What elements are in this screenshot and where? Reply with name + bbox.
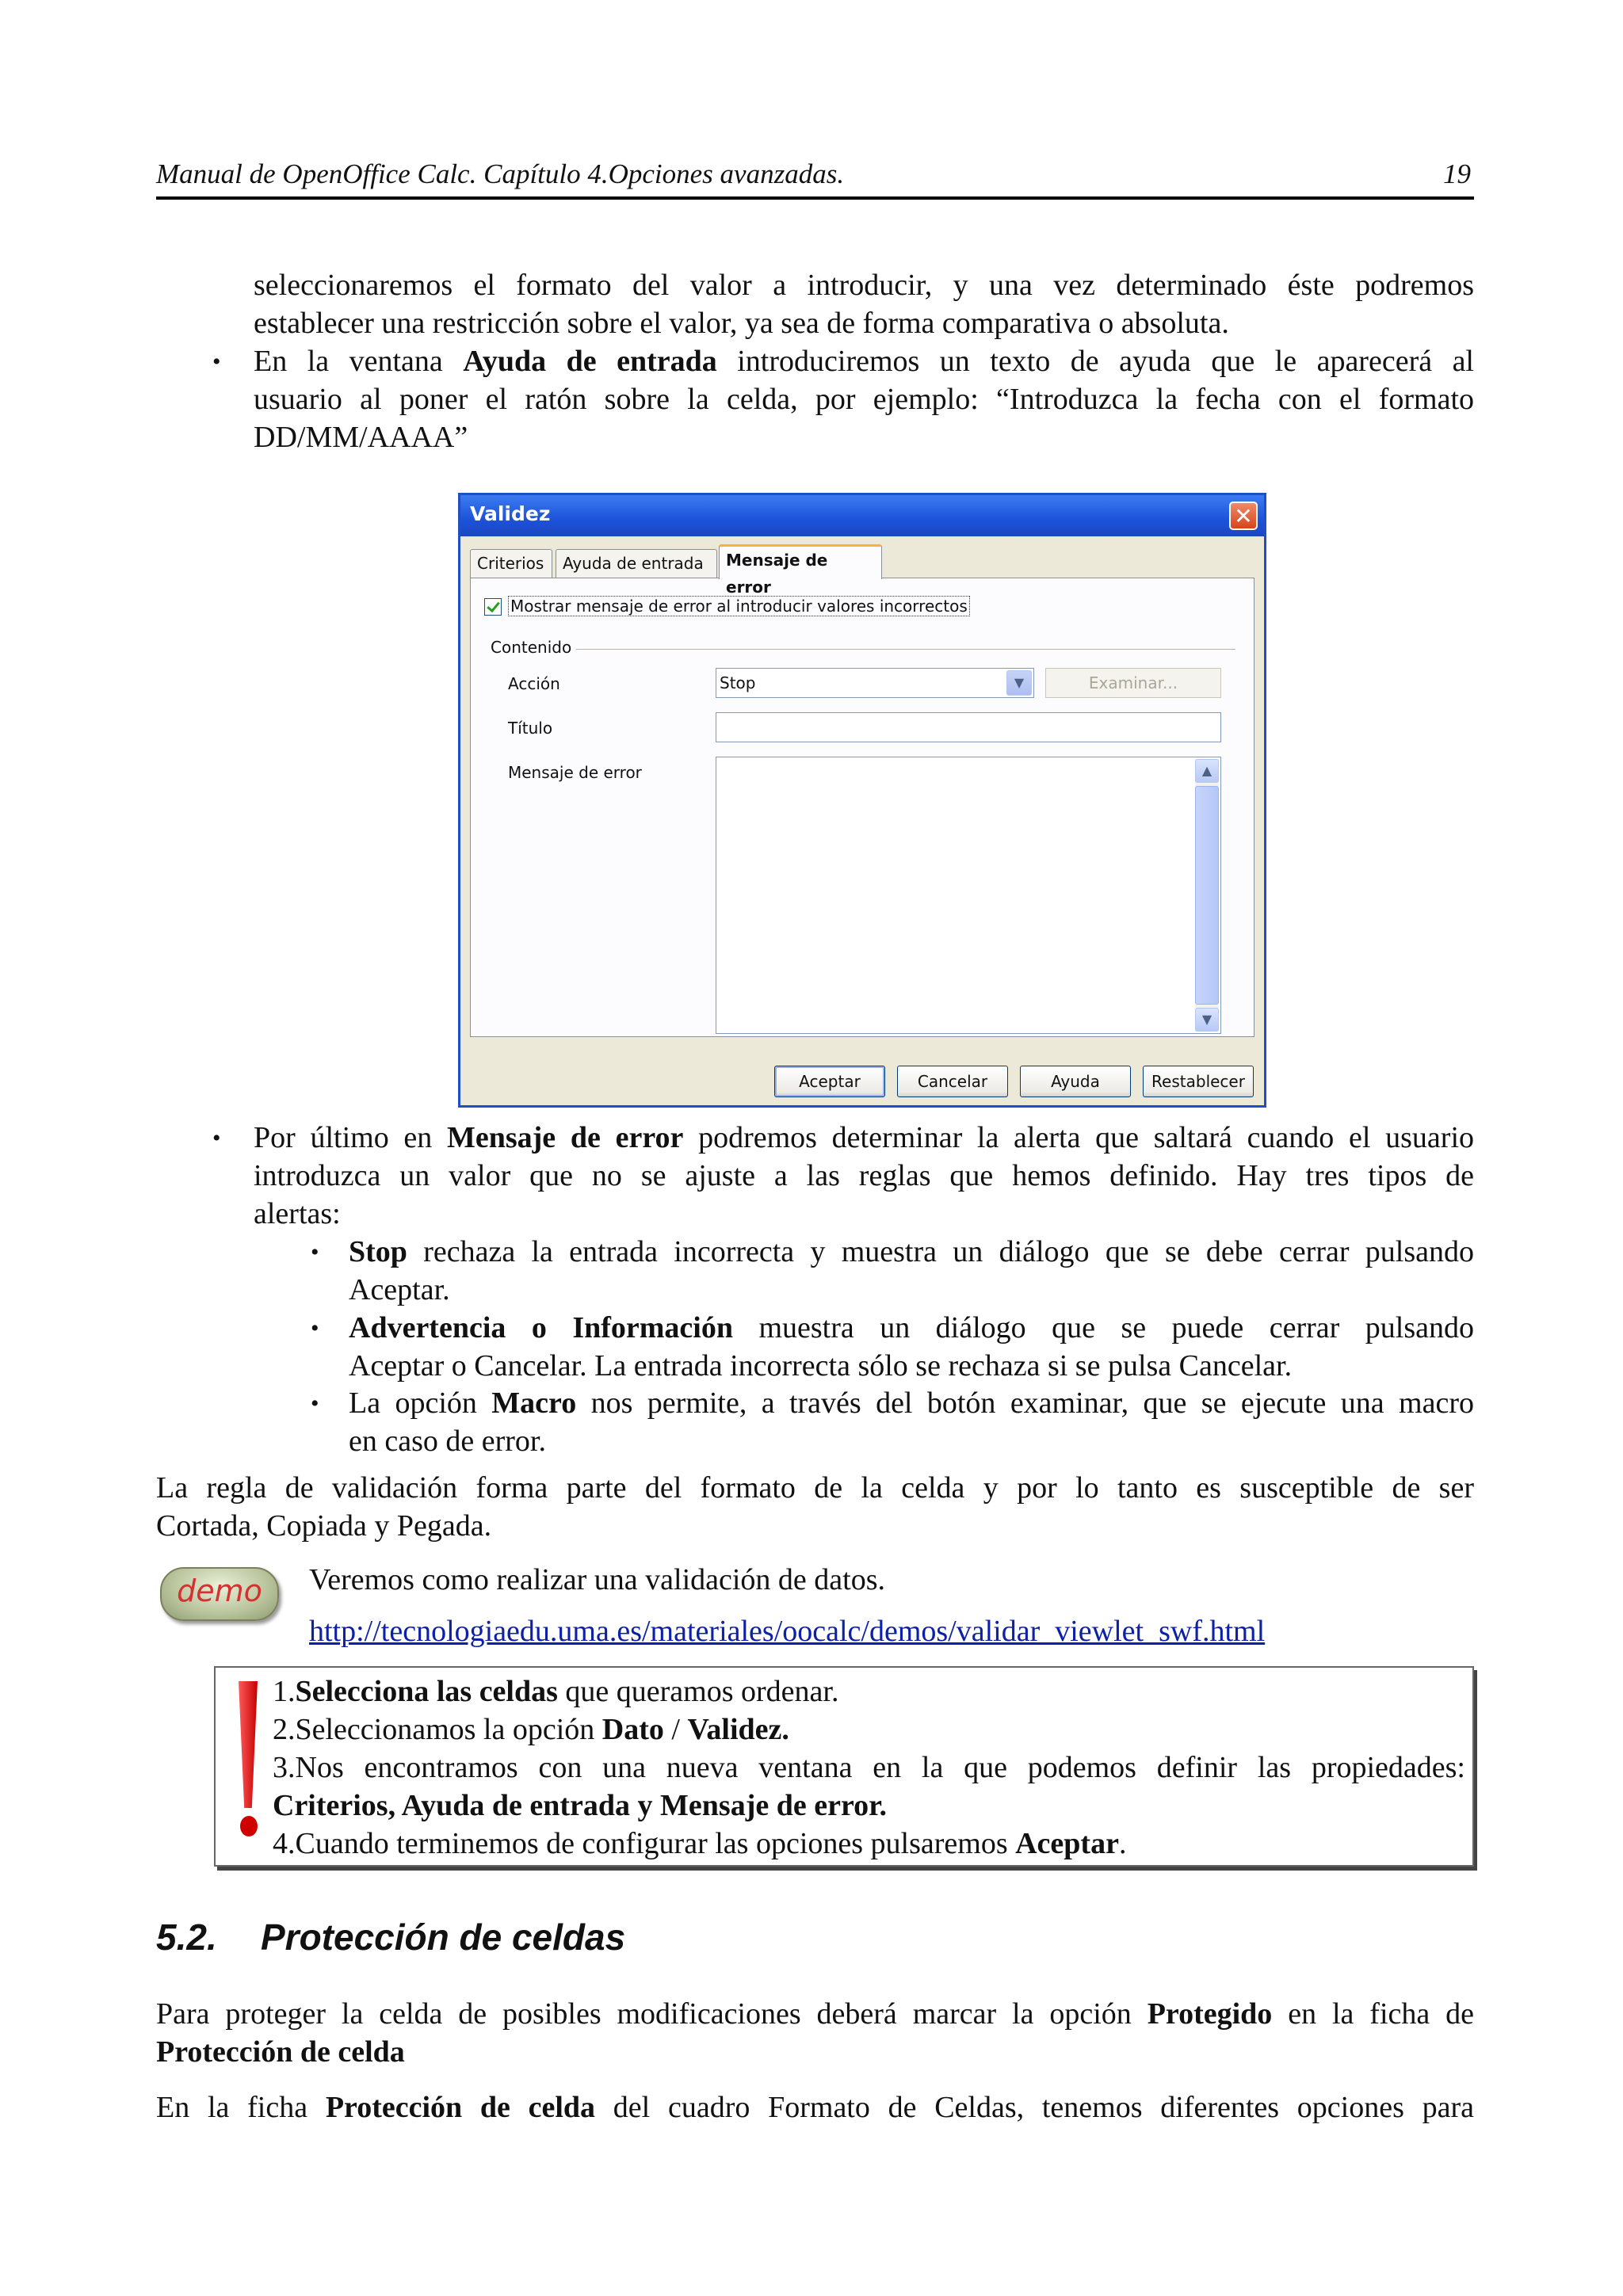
bold-text: Validez.: [687, 1713, 789, 1746]
bold-text: Criterios, Ayuda de entrada y Mensaje de error.: [273, 1789, 888, 1822]
action-select-value: Stop: [720, 673, 756, 692]
last-paragraph: [156, 2088, 1474, 2126]
bold-text: Ayuda de entrada: [463, 345, 717, 378]
bold-text: Protección de celda: [156, 2035, 405, 2069]
tab-ayuda-de-entrada[interactable]: Ayuda de entrada: [556, 549, 717, 578]
intro-paragraph: [254, 266, 1474, 342]
text-line: usuario al poner el ratón sobre la celda, por ejemplo: “Introduzca la fecha con el formato: [254, 383, 1474, 416]
error-message-textarea[interactable]: [716, 757, 1221, 1034]
show-error-checkbox-label[interactable]: Mostrar mensaje de error al introducir valores incorrectos: [508, 596, 970, 616]
title-label: Título: [508, 719, 553, 738]
text-line: DD/MM/AAAA”: [254, 421, 468, 454]
bold-text: Dato: [601, 1713, 664, 1746]
text-line: Cortada, Copiada y Pegada.: [156, 1509, 492, 1543]
text: En la ventana: [254, 345, 464, 378]
intro-line-2: establecer una restricción sobre el valor, ya sea de forma comparativa o absoluta.: [254, 307, 1229, 340]
reset-button[interactable]: Restablecer: [1143, 1066, 1254, 1097]
text: muestra un diálogo que se puede cerrar pulsando: [732, 1311, 1474, 1344]
page-number: 19: [1443, 158, 1471, 189]
text: del cuadro Formato de Celdas, tenemos diferentes opciones para: [595, 2091, 1475, 2124]
close-icon[interactable]: ✕: [1229, 502, 1258, 530]
running-header: [156, 155, 1474, 200]
text: rechaza la entrada incorrecta y muestra un diálogo que se debe cerrar pulsando: [407, 1235, 1474, 1268]
text: En la ficha: [156, 2091, 326, 2124]
ok-button[interactable]: Aceptar: [774, 1066, 885, 1097]
help-button[interactable]: Ayuda: [1020, 1066, 1131, 1097]
bullet-marker: •: [212, 349, 221, 375]
text: La opción: [349, 1386, 492, 1420]
text: 1.: [273, 1675, 296, 1708]
rule-paragraph: [156, 1469, 1474, 1545]
demo-link[interactable]: http://tecnologiaedu.uma.es/materiales/oocalc/demos/validar_viewlet_swf.html: [309, 1615, 1266, 1648]
text: nos permite, a través del botón examinar, que se ejecute una macro: [576, 1386, 1474, 1420]
text-line: Aceptar o Cancelar. La entrada incorrecta sólo se rechaza si se pulsa Cancelar.: [349, 1349, 1293, 1383]
text-line: Veremos como realizar una validación de datos.: [309, 1563, 885, 1596]
chevron-down-icon[interactable]: ▼: [1006, 670, 1032, 696]
sub-bullet-stop: [349, 1233, 1474, 1309]
tab-criterios[interactable]: Criterios: [470, 549, 552, 578]
section-number: 5.2.: [156, 1917, 217, 1958]
text: introduciremos un texto de ayuda que le aparecerá al: [716, 345, 1474, 378]
text: /: [663, 1713, 688, 1746]
cancel-button[interactable]: Cancelar: [897, 1066, 1008, 1097]
bullet-marker: •: [311, 1239, 319, 1265]
browse-button[interactable]: Examinar...: [1045, 668, 1221, 698]
demo-badge-label: demo: [177, 1573, 262, 1608]
section-heading: [156, 1916, 625, 1958]
scrollbar[interactable]: [1195, 759, 1219, 1032]
steps-list: [273, 1672, 1465, 1863]
text: Para proteger la celda de posibles modificaciones deberá marcar la opción: [156, 1997, 1148, 2031]
bullet-ayuda-entrada: [254, 342, 1474, 456]
bold-text: Stop: [349, 1235, 407, 1268]
text-line: La regla de validación forma parte del formato de la celda y por lo tanto es susceptible de ser: [156, 1471, 1474, 1505]
tab-mensaje-de-error[interactable]: Mensaje de error: [719, 544, 882, 579]
text: que queramos ordenar.: [557, 1675, 839, 1708]
text: en la ficha de: [1272, 1997, 1475, 2031]
dialog-titlebar: [460, 495, 1264, 536]
scroll-thumb[interactable]: [1195, 786, 1219, 1005]
bullet-marker: •: [212, 1125, 221, 1151]
validity-dialog: [458, 493, 1266, 1108]
text-line: introduzca un valor que no se ajuste a las reglas que hemos definido. Hay tres tipos de: [254, 1159, 1474, 1192]
sub-bullet-macro: [349, 1384, 1474, 1460]
group-label: Contenido: [491, 638, 572, 657]
action-label: Acción: [508, 674, 560, 693]
text: podremos determinar la alerta que saltará cuando el usuario: [683, 1121, 1474, 1154]
protect-paragraph: [156, 1995, 1474, 2071]
intro-line-1: seleccionaremos el formato del valor a introducir, y una vez determinado éste podremos: [254, 269, 1474, 302]
error-message-label: Mensaje de error: [508, 763, 642, 782]
text-line: 3.Nos encontramos con una nueva ventana en la que podemos definir las propiedades:: [273, 1751, 1465, 1784]
show-error-checkbox[interactable]: [484, 598, 502, 616]
exclamation-icon: [236, 1681, 263, 1848]
text-line: alertas:: [254, 1197, 341, 1230]
text-line: Aceptar.: [349, 1273, 450, 1306]
text-line: en caso de error.: [349, 1425, 546, 1458]
bold-text: Mensaje de error: [447, 1121, 684, 1154]
text: 4.Cuando terminemos de configurar las opciones pulsaremos: [273, 1827, 1016, 1860]
demo-text: [309, 1561, 1419, 1599]
action-select[interactable]: [716, 668, 1034, 698]
bold-text: Aceptar: [1015, 1827, 1119, 1860]
bullet-marker: •: [311, 1390, 319, 1417]
text: 2.Seleccionamos la opción: [273, 1713, 602, 1746]
bullet-mensaje-error: [254, 1119, 1474, 1233]
group-divider: [576, 649, 1235, 650]
section-title: Protección de celdas: [261, 1917, 626, 1958]
scroll-up-icon[interactable]: ▲: [1195, 759, 1219, 783]
bold-text: Selecciona las celdas: [295, 1675, 558, 1708]
bold-text: Protegido: [1147, 1997, 1273, 2031]
bold-text: Protección de celda: [325, 2091, 596, 2124]
dialog-title: Validez: [470, 502, 551, 525]
text: Por último en: [254, 1121, 447, 1154]
scroll-down-icon[interactable]: ▼: [1195, 1008, 1219, 1032]
bold-text: Macro: [491, 1386, 577, 1420]
bullet-marker: •: [311, 1315, 319, 1341]
header-title: Manual de OpenOffice Calc. Capítulo 4.Opciones avanzadas.: [156, 158, 845, 189]
bold-text: Advertencia o Información: [349, 1311, 733, 1344]
sub-bullet-advertencia: [349, 1309, 1474, 1385]
title-input[interactable]: [716, 712, 1221, 742]
text: .: [1118, 1827, 1127, 1860]
demo-badge[interactable]: [160, 1567, 279, 1621]
